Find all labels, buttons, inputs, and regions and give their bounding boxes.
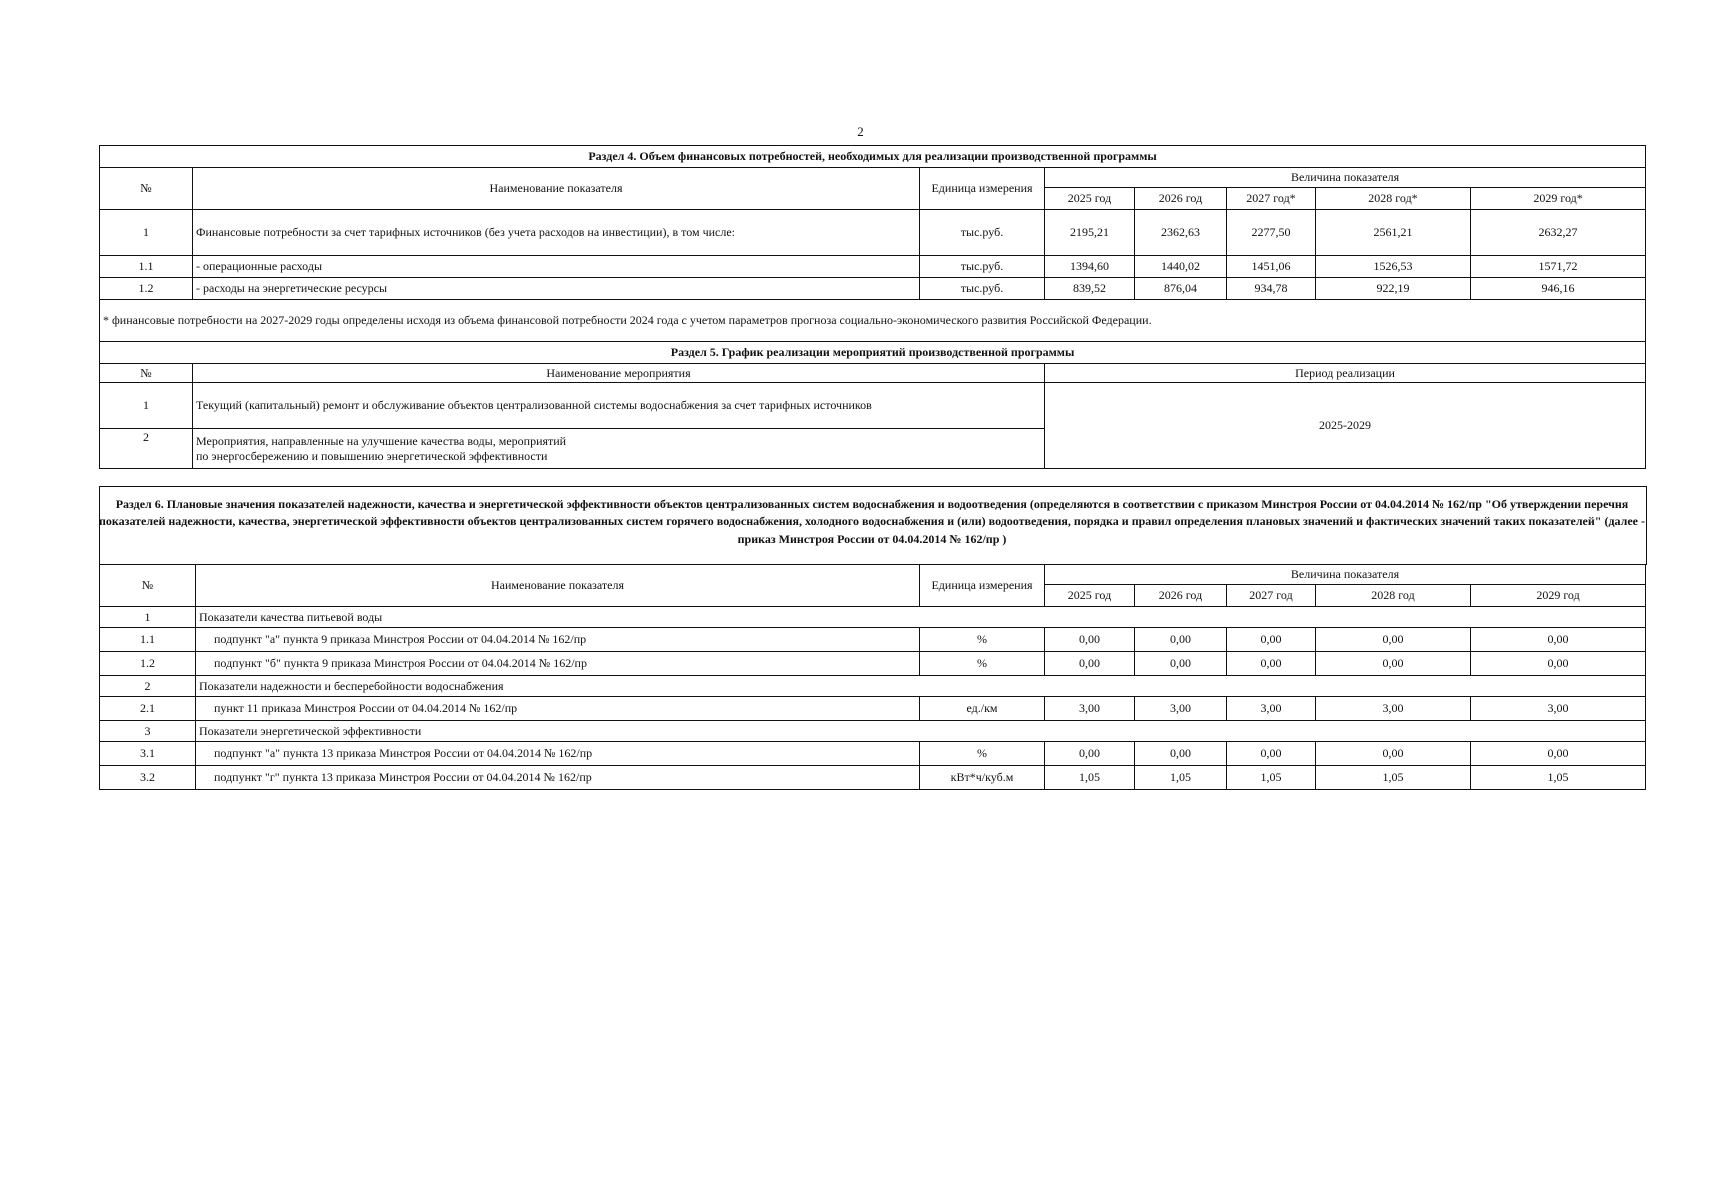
row-value: 1,05 <box>1045 766 1135 790</box>
row-value: 0,00 <box>1471 628 1646 652</box>
row-value: 1526,53 <box>1316 256 1471 278</box>
row-activity-line: по энергосбережению и повышению энергетической эффективности <box>196 448 548 463</box>
table-row <box>100 256 1646 278</box>
row-activity-line: Мероприятия, направленные на улучшение качества воды, мероприятий <box>196 433 567 448</box>
row-value: 1,05 <box>1471 766 1646 790</box>
header-year: 2028 год* <box>1316 188 1471 210</box>
row-value: 2195,21 <box>1045 210 1135 256</box>
section4-5-table <box>99 145 1646 469</box>
header-unit: Единица измерения <box>920 168 1045 210</box>
header-name: Наименование показателя <box>193 168 920 210</box>
group-num: 1 <box>100 607 196 628</box>
header-year: 2025 год <box>1045 585 1135 607</box>
row-value: 2632,27 <box>1471 210 1646 256</box>
row-value: 0,00 <box>1316 742 1471 766</box>
row-name: подпункт "а" пункта 9 приказа Минстроя России от 04.04.2014 № 162/пр <box>196 628 920 652</box>
row-unit: кВт*ч/куб.м <box>920 766 1045 790</box>
row-value: 3,00 <box>1316 697 1471 721</box>
row-unit: тыс.руб. <box>920 210 1045 256</box>
section5-title: Раздел 5. График реализации мероприятий производственной программы <box>100 342 1646 364</box>
header-num: № <box>100 565 196 607</box>
table-row <box>100 652 1646 676</box>
page-number: 2 <box>857 124 864 139</box>
row-activity <box>193 429 1045 469</box>
row-num: 1 <box>100 383 193 429</box>
row-value: 0,00 <box>1227 742 1316 766</box>
row-value: 2277,50 <box>1227 210 1316 256</box>
row-value: 839,52 <box>1045 278 1135 300</box>
section4-title: Раздел 4. Объем финансовых потребностей, необходимых для реализации производственной программы <box>100 146 1646 168</box>
row-unit: % <box>920 742 1045 766</box>
header-unit: Единица измерения <box>920 565 1045 607</box>
row-num: 1.2 <box>100 278 193 300</box>
table-row <box>100 210 1646 256</box>
row-value: 0,00 <box>1316 628 1471 652</box>
row-value: 0,00 <box>1135 652 1227 676</box>
row-value: 0,00 <box>1227 652 1316 676</box>
row-value: 1571,72 <box>1471 256 1646 278</box>
row-unit: тыс.руб. <box>920 278 1045 300</box>
group-name: Показатели энергетической эффективности <box>196 721 1646 742</box>
row-name: - расходы на энергетические ресурсы <box>193 278 920 300</box>
row-value: 946,16 <box>1471 278 1646 300</box>
table-row <box>100 742 1646 766</box>
header-activity: Наименование мероприятия <box>193 364 1045 383</box>
group-name: Показатели качества питьевой воды <box>196 607 1646 628</box>
period-value: 2025-2029 <box>1045 383 1646 469</box>
table-row <box>100 697 1646 721</box>
row-name: подпункт "б" пункта 9 приказа Минстроя России от 04.04.2014 № 162/пр <box>196 652 920 676</box>
header-name: Наименование показателя <box>196 565 920 607</box>
row-num: 3.1 <box>100 742 196 766</box>
row-value: 1440,02 <box>1135 256 1227 278</box>
header-year: 2029 год <box>1471 585 1646 607</box>
row-name: Финансовые потребности за счет тарифных источников (без учета расходов на инвестиции), в том числе: <box>193 210 920 256</box>
row-unit: тыс.руб. <box>920 256 1045 278</box>
row-value: 3,00 <box>1045 697 1135 721</box>
table-row <box>100 628 1646 652</box>
row-value: 0,00 <box>1045 628 1135 652</box>
header-num: № <box>100 364 193 383</box>
section4-footnote: * финансовые потребности на 2027-2029 годы определены исходя из объема финансовой потребности 2024 года с учетом параметров прогноза социально-экономического развития Российской Федерации. <box>100 300 1646 342</box>
row-value: 1,05 <box>1316 766 1471 790</box>
row-unit: ед./км <box>920 697 1045 721</box>
row-num: 2.1 <box>100 697 196 721</box>
header-year: 2029 год* <box>1471 188 1646 210</box>
header-year: 2025 год <box>1045 188 1135 210</box>
row-value: 0,00 <box>1135 742 1227 766</box>
table-row <box>100 383 1646 429</box>
header-year: 2026 год <box>1135 585 1227 607</box>
row-name: подпункт "г" пункта 13 приказа Минстроя России от 04.04.2014 № 162/пр <box>196 766 920 790</box>
group-num: 3 <box>100 721 196 742</box>
row-value: 3,00 <box>1471 697 1646 721</box>
row-value: 2362,63 <box>1135 210 1227 256</box>
row-activity: Текущий (капитальный) ремонт и обслуживание объектов централизованной системы водоснабжения за счет тарифных источников <box>193 383 1045 429</box>
row-value: 1,05 <box>1135 766 1227 790</box>
row-value: 3,00 <box>1227 697 1316 721</box>
row-num: 1.1 <box>100 256 193 278</box>
row-value: 0,00 <box>1316 652 1471 676</box>
row-value: 0,00 <box>1135 628 1227 652</box>
table-row <box>100 766 1646 790</box>
row-value: 0,00 <box>1045 652 1135 676</box>
header-value: Величина показателя <box>1045 565 1646 585</box>
row-value: 1,05 <box>1227 766 1316 790</box>
row-num: 1.2 <box>100 652 196 676</box>
group-row <box>100 607 1646 628</box>
row-unit: % <box>920 628 1045 652</box>
row-name: подпункт "а" пункта 13 приказа Минстроя России от 04.04.2014 № 162/пр <box>196 742 920 766</box>
row-num: 3.2 <box>100 766 196 790</box>
header-year: 2026 год <box>1135 188 1227 210</box>
row-unit: % <box>920 652 1045 676</box>
row-num: 2 <box>100 429 193 469</box>
section6-table <box>99 564 1646 790</box>
row-value: 0,00 <box>1045 742 1135 766</box>
header-num: № <box>100 168 193 210</box>
table-row <box>100 278 1646 300</box>
row-value: 0,00 <box>1471 742 1646 766</box>
row-value: 0,00 <box>1471 652 1646 676</box>
row-value: 0,00 <box>1227 628 1316 652</box>
row-value: 922,19 <box>1316 278 1471 300</box>
group-num: 2 <box>100 676 196 697</box>
row-value: 3,00 <box>1135 697 1227 721</box>
group-row <box>100 721 1646 742</box>
row-name: - операционные расходы <box>193 256 920 278</box>
header-year: 2027 год* <box>1227 188 1316 210</box>
row-value: 1394,60 <box>1045 256 1135 278</box>
row-value: 876,04 <box>1135 278 1227 300</box>
row-num: 1 <box>100 210 193 256</box>
row-value: 2561,21 <box>1316 210 1471 256</box>
group-name: Показатели надежности и бесперебойности водоснабжения <box>196 676 1646 697</box>
header-period: Период реализации <box>1045 364 1646 383</box>
header-year: 2027 год <box>1227 585 1316 607</box>
header-value: Величина показателя <box>1045 168 1646 188</box>
group-row <box>100 676 1646 697</box>
section6-title: Раздел 6. Плановые значения показателей надежности, качества и энергетической эффективности объектов централизованных систем водоснабжения и водоотведения (определяются в соответствии с приказом Минстроя России от 04.04.2014 № 162/пр "Об утверждении перечня показателей надежности, качества, энергетической эффективности объектов централизованных систем горячего водоснабжения, холодного водоснабжения и (или) водоотведения, порядка и правил определения плановых значений и фактических значений таких показателей" (далее - приказ Минстроя России от 04.04.2014 № 162/пр ) <box>99 497 1646 546</box>
row-value: 934,78 <box>1227 278 1316 300</box>
row-num: 1.1 <box>100 628 196 652</box>
header-year: 2028 год <box>1316 585 1471 607</box>
row-name: пункт 11 приказа Минстроя России от 04.04.2014 № 162/пр <box>196 697 920 721</box>
row-value: 1451,06 <box>1227 256 1316 278</box>
